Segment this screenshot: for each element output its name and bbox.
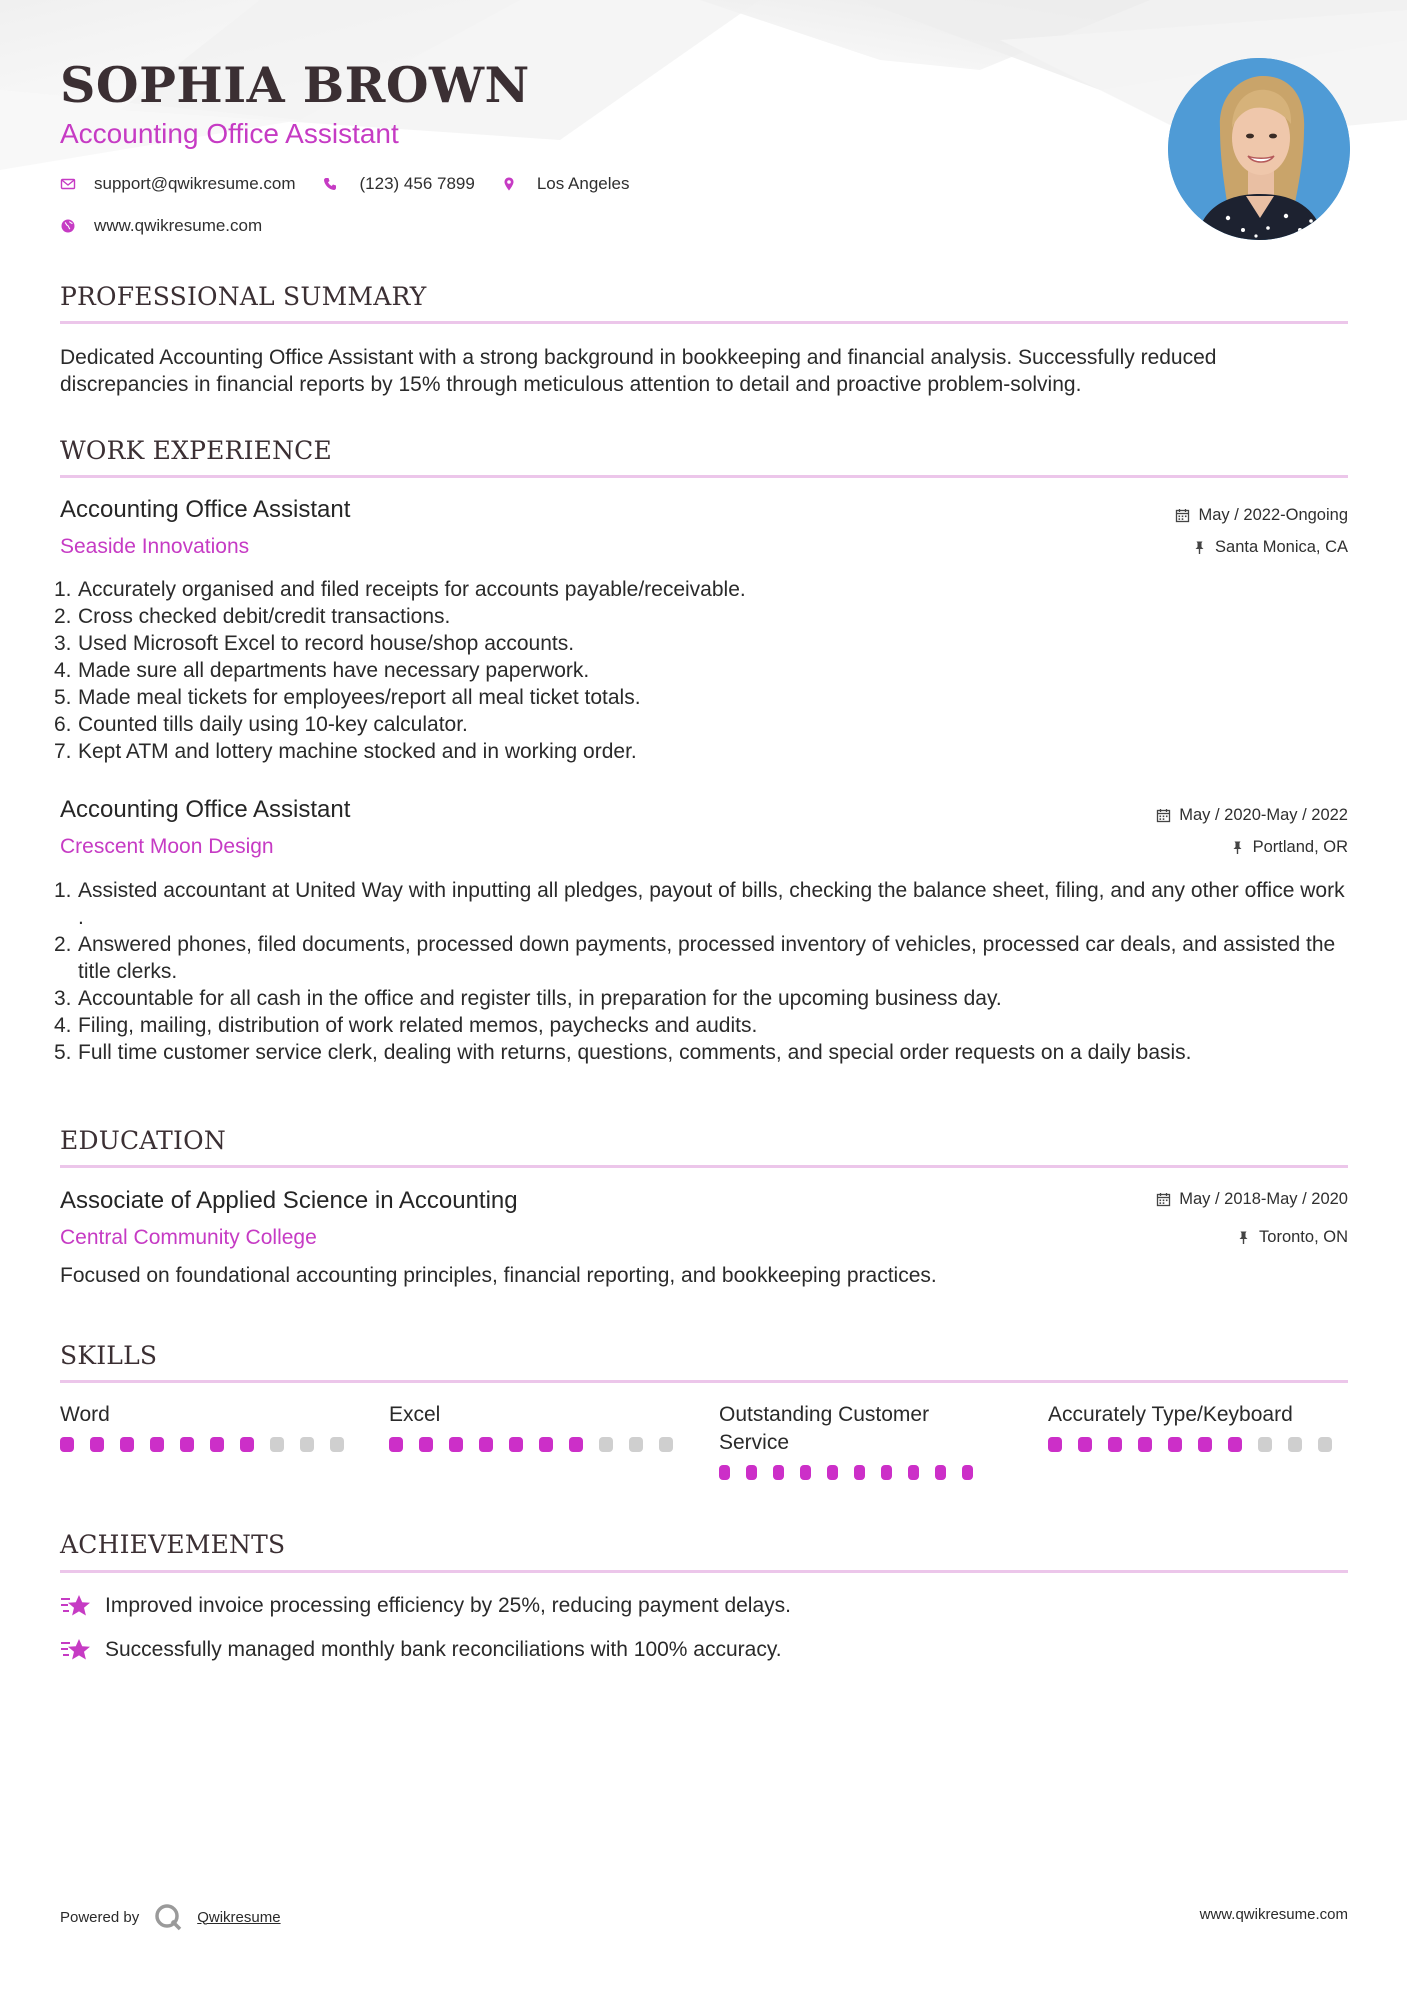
phone-text: (123) 456 7899: [359, 174, 475, 193]
skill-customer-service: [719, 1401, 989, 1480]
job-2-dates: [1156, 806, 1348, 825]
skill-dot: [449, 1437, 463, 1452]
skill-dot: [1198, 1437, 1212, 1452]
pin-icon: [1236, 1230, 1251, 1245]
list-item: 1. Assisted accountant at United Way with inputting all pledges, payout of bills, checking the balance sheet, filing, and any other office work .: [54, 879, 1345, 929]
skill-name: Word: [60, 1403, 110, 1426]
summary-heading: PROFESSIONAL SUMMARY: [60, 282, 427, 311]
list-item: 3. Accountable for all cash in the office and register tills, in preparation for the upcoming business day.: [54, 987, 1002, 1010]
star-icon: [60, 1592, 92, 1620]
profile-photo: [1168, 58, 1350, 240]
skill-dot: [1258, 1437, 1272, 1452]
skill-dot: [599, 1437, 613, 1452]
skill-dot: [1228, 1437, 1242, 1452]
job-2-bullets: [54, 877, 1350, 1066]
contact-phone[interactable]: [322, 174, 475, 194]
job-2-location-text: Portland, OR: [1252, 838, 1348, 856]
candidate-title: Accounting Office Assistant: [60, 118, 399, 149]
job-1-location-text: Santa Monica, CA: [1215, 538, 1348, 556]
achievement-text: Improved invoice processing efficiency by 25%, reducing payment delays.: [105, 1594, 791, 1617]
skill-dot: [509, 1437, 523, 1452]
skill-dot: [210, 1437, 224, 1452]
skill-word: [60, 1401, 360, 1452]
calendar-icon: [1156, 1192, 1171, 1207]
skill-dot: [629, 1437, 643, 1452]
skill-typing: [1048, 1401, 1348, 1452]
job-2-company: Crescent Moon Design: [60, 835, 274, 858]
website-text: www.qwikresume.com: [94, 216, 263, 235]
achievements-heading: ACHIEVEMENTS: [60, 1530, 286, 1559]
list-item: 1. Accurately organised and filed receipts for accounts payable/receivable.: [54, 578, 746, 601]
skill-dot: [1168, 1437, 1182, 1452]
education-location: [1236, 1228, 1348, 1247]
list-item: 2. Answered phones, filed documents, processed down payments, processed inventory of vehicles, processed car deals, and assisted the title clerks.: [54, 933, 1336, 983]
experience-heading: WORK EXPERIENCE: [60, 436, 332, 465]
skill-rating: [389, 1437, 689, 1452]
skill-dot: [800, 1465, 811, 1480]
skill-dot: [962, 1465, 973, 1480]
skill-dot: [827, 1465, 838, 1480]
map-pin-icon: [501, 176, 517, 192]
skill-dot: [773, 1465, 784, 1480]
list-item: 5. Made meal tickets for employees/report all meal ticket totals.: [54, 686, 641, 709]
job-1-location: [1192, 538, 1348, 557]
skill-name: Excel: [389, 1403, 441, 1426]
achievements-divider: [60, 1570, 1348, 1573]
calendar-icon: [1156, 808, 1171, 823]
list-item: 5. Full time customer service clerk, dealing with returns, questions, comments, and special order requests on a daily basis.: [54, 1041, 1192, 1064]
education-school: Central Community College: [60, 1226, 317, 1249]
skill-dot: [659, 1437, 673, 1452]
pin-icon: [1230, 840, 1245, 855]
skill-dot: [854, 1465, 865, 1480]
skill-dot: [1138, 1437, 1152, 1452]
skill-rating: [1048, 1437, 1348, 1452]
contact-row-secondary: [60, 216, 288, 236]
contact-location: [501, 174, 630, 194]
powered-by-label: Powered by: [60, 1908, 140, 1926]
education-dates: [1156, 1190, 1348, 1209]
location-text: Los Angeles: [536, 174, 630, 193]
skill-dot: [569, 1437, 583, 1452]
job-2-dates-text: May / 2020-May / 2022: [1179, 806, 1348, 824]
list-item: 4. Made sure all departments have necessary paperwork.: [54, 659, 590, 682]
achievement-text: Successfully managed monthly bank reconciliations with 100% accuracy.: [105, 1638, 782, 1661]
job-2-location: [1230, 838, 1348, 857]
job-2-title: Accounting Office Assistant: [60, 796, 351, 823]
skill-dot: [1318, 1437, 1332, 1452]
education-divider: [60, 1165, 1348, 1168]
skill-excel: [389, 1401, 689, 1452]
skill-dot: [881, 1465, 892, 1480]
footer-powered-by: [60, 1902, 281, 1932]
skill-dot: [1288, 1437, 1302, 1452]
skill-dot: [330, 1437, 344, 1452]
skill-dot: [935, 1465, 946, 1480]
job-1-dates: [1175, 506, 1348, 525]
skill-dot: [1078, 1437, 1092, 1452]
skill-dot: [90, 1437, 104, 1452]
education-degree: Associate of Applied Science in Accounting: [60, 1187, 518, 1214]
skill-dot: [240, 1437, 254, 1452]
phone-icon: [322, 176, 338, 192]
skill-dot: [150, 1437, 164, 1452]
experience-divider: [60, 475, 1348, 478]
globe-icon: [60, 218, 76, 234]
skill-rating: [719, 1465, 989, 1480]
education-heading: EDUCATION: [60, 1126, 226, 1155]
list-item: 2. Cross checked debit/credit transactions.: [54, 605, 451, 628]
qwikresume-logo-icon: [153, 1902, 183, 1932]
skill-dot: [419, 1437, 433, 1452]
skill-rating: [60, 1437, 360, 1452]
calendar-icon: [1175, 508, 1190, 523]
skill-dot: [908, 1465, 919, 1480]
skill-dot: [300, 1437, 314, 1452]
skill-dot: [746, 1465, 757, 1480]
skill-dot: [270, 1437, 284, 1452]
contact-row-primary: [60, 174, 655, 194]
education-location-text: Toronto, ON: [1259, 1228, 1348, 1246]
summary-divider: [60, 321, 1348, 324]
skill-dot: [1108, 1437, 1122, 1452]
skill-dot: [539, 1437, 553, 1452]
skill-name: Outstanding Customer Service: [719, 1403, 930, 1454]
skill-dot: [479, 1437, 493, 1452]
brand-link[interactable]: Qwikresume: [197, 1908, 281, 1926]
education-dates-text: May / 2018-May / 2020: [1179, 1190, 1348, 1208]
skills-divider: [60, 1380, 1348, 1383]
job-1-company: Seaside Innovations: [60, 535, 250, 558]
list-item: 3. Used Microsoft Excel to record house/shop accounts.: [54, 632, 575, 655]
list-item: 7. Kept ATM and lottery machine stocked and in working order.: [54, 740, 637, 763]
contact-website[interactable]: [60, 216, 262, 236]
star-icon: [60, 1636, 92, 1664]
contact-email[interactable]: [60, 174, 296, 194]
skill-dot: [389, 1437, 403, 1452]
footer-website[interactable]: www.qwikresume.com: [1199, 1906, 1348, 1923]
envelope-icon: [60, 176, 76, 192]
skills-heading: SKILLS: [60, 1341, 158, 1370]
education-description: Focused on foundational accounting principles, financial reporting, and bookkeeping practices.: [60, 1264, 937, 1287]
skill-dot: [180, 1437, 194, 1452]
skill-dot: [1048, 1437, 1062, 1452]
pin-icon: [1192, 540, 1207, 555]
skill-dot: [60, 1437, 74, 1452]
job-1-dates-text: May / 2022-Ongoing: [1198, 506, 1348, 524]
email-text: support@qwikresume.com: [94, 174, 296, 193]
skill-dot: [719, 1465, 730, 1480]
achievement-item: [60, 1592, 791, 1620]
list-item: 4. Filing, mailing, distribution of work related memos, paychecks and audits.: [54, 1014, 758, 1037]
skill-name: Accurately Type/Keyboard: [1048, 1403, 1293, 1426]
achievement-item: [60, 1636, 782, 1664]
candidate-name: SOPHIA BROWN: [60, 56, 530, 114]
summary-text: Dedicated Accounting Office Assistant with a strong background in bookkeeping and financial analysis. Successfully reduced discrepancies in financial reports by 15% through meticulous attention to detail and proactive problem-solving.: [60, 346, 1217, 396]
list-item: 6. Counted tills daily using 10-key calculator.: [54, 713, 468, 736]
skill-dot: [120, 1437, 134, 1452]
job-1-title: Accounting Office Assistant: [60, 496, 351, 523]
job-1-bullets: [54, 576, 1350, 765]
